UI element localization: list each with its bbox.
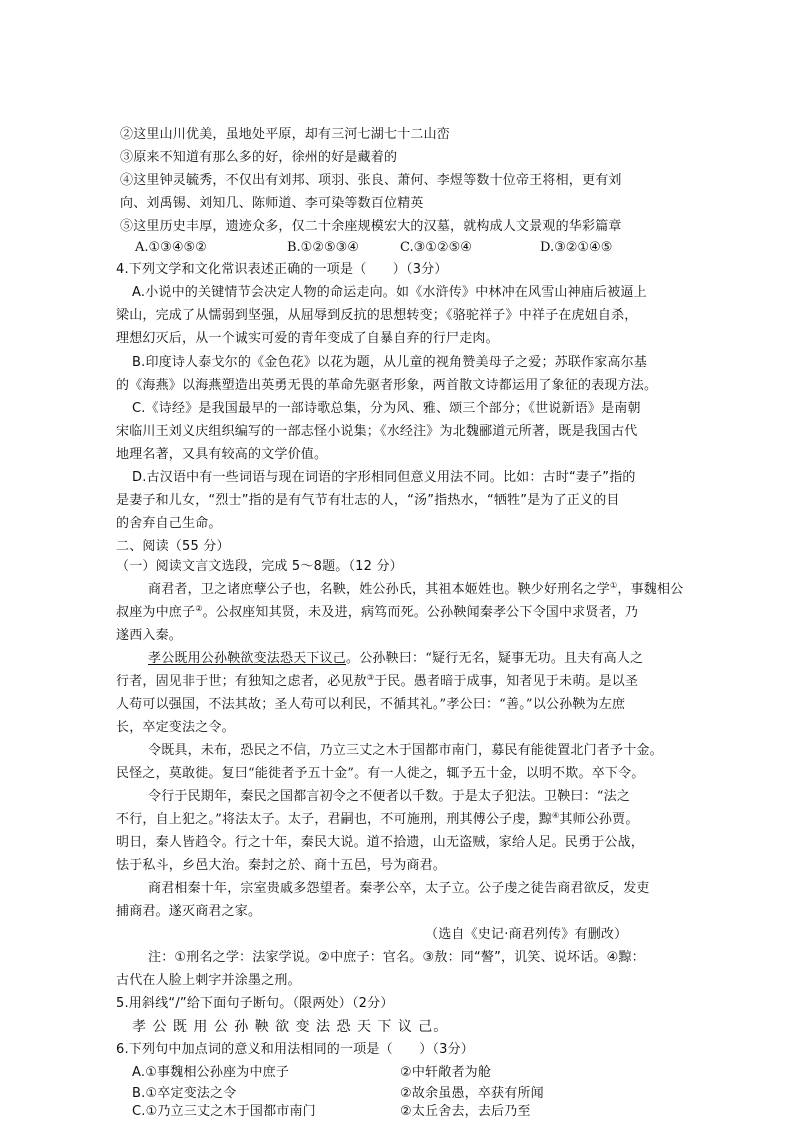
passage-line: 民怪之，莫敢徙。复曰“能徙者予五十金”。有一人徙之，辄予五十金，以明不欺。卒下令。 bbox=[116, 766, 645, 781]
q6-option-c-2: ②太丘舍去，去后乃至 bbox=[400, 1104, 531, 1119]
passage-line: 明日，秦人皆趋令。行之十年，秦民大说。道不拾遗，山无盗贼，家给人足。民勇于公战， bbox=[116, 835, 645, 850]
q6-option-b-1: B.①卒定变法之令 bbox=[132, 1086, 237, 1101]
passage-line: 不行，自上犯之。”将法太子。太子，君嗣也，不可施刑，刑其傅公子虔，黥④其师公孙贾。 bbox=[116, 811, 639, 827]
q4-option-c: C.《诗经》是我国最早的一部诗歌总集，分为风、雅、颂三个部分；《世说新语》是南朝 bbox=[132, 401, 641, 416]
list-item: ④这里钟灵毓秀，不仅出有刘邦、项羽、张良、萧何、李煜等数十位帝王将相，更有刘 bbox=[120, 173, 622, 188]
footnotes: 注：①刑名之学：法家学说。②中庶子：官名。③敖：同“謷”，讥笑、说坏话。④黥： bbox=[148, 950, 645, 965]
option-c: C.③①②⑤④ bbox=[400, 240, 472, 255]
list-item: ②这里山川优美，虽地处平原，却有三河七湖七十二山峦 bbox=[120, 127, 451, 142]
question-4-stem: 4.下列文学和文化常识表述正确的一项是（ ）（3分） bbox=[116, 262, 448, 277]
passage-line: 叔座为中庶子②。公叔座知其贤，未及进，病笃而死。公孙鞅闻秦孝公下令国中求贤者，乃 bbox=[116, 604, 639, 620]
q4-option-a: A.小说中的关键情节会决定人物的命运走向。如《水浒传》中林冲在风雪山神庙后被逼上 bbox=[132, 285, 647, 300]
passage-line: 商君者，卫之诸庶孽公子也，名鞅，姓公孙氏，其祖本姬姓也。鞅少好刑名之学①，事魏相公 bbox=[148, 581, 684, 597]
q4-option-d: 的舍弃自己生命。 bbox=[116, 516, 222, 531]
q4-option-a: 理想幻灭后，从一个诚实可爱的青年变成了自暴自弃的行尸走肉。 bbox=[116, 331, 499, 346]
option-d: D.③②①④⑤ bbox=[540, 240, 613, 255]
q4-option-d: D.古汉语中有一些词语与现在词语的字形相同但意义用法不同。比如：古时“妻子”指的 bbox=[132, 470, 636, 485]
sentence-to-punctuate: 孝 公 既 用 公 孙 鞅 欲 变 法 恐 天 下 议 己。 bbox=[132, 1019, 449, 1035]
passage-line: 令既具，未布，恐民之不信，乃立三丈之木于国都市南门，募民有能徙置北门者予十金。 bbox=[148, 743, 663, 758]
question-6-stem: 6.下列句中加点词的意义和用法相同的一项是（ ）（3分） bbox=[116, 1042, 474, 1057]
passage-line: 怯于私斗，乡邑大治。秦封之於、商十五邑，号为商君。 bbox=[116, 858, 447, 873]
passage-line: 令行于民期年，秦民之国都言初令之不便者以千数。于是太子犯法。卫鞅曰：“法之 bbox=[148, 789, 631, 804]
q4-option-c: 地理名著，又具有较高的文学价值。 bbox=[116, 447, 328, 462]
subsection-heading: （一）阅读文言文选段，完成 5～8题。（12 分） bbox=[116, 559, 403, 574]
option-a: A.①③④⑤② bbox=[135, 240, 207, 255]
q4-option-b: 的《海燕》以海燕塑造出英勇无畏的革命先驱者形象，两首散文诗都运用了象征的表现方法。 bbox=[116, 378, 658, 393]
footnotes: 古代在人脸上刺字并涂墨之刑。 bbox=[116, 973, 301, 988]
section-heading: 二、阅读（55 分） bbox=[116, 539, 230, 554]
list-item: ③原来不知道有那么多的好，徐州的好是藏着的 bbox=[120, 150, 398, 165]
passage-line: 孝公既用公孙鞅欲变法恐天下议己。公孙鞅曰：“疑行无名，疑事无功。且夫有高人之 bbox=[148, 651, 644, 666]
q6-option-c-1: C.①乃立三丈之木于国都市南门 bbox=[132, 1104, 316, 1119]
passage-line: 遂西入秦。 bbox=[116, 628, 183, 643]
list-item: ⑤这里历史丰厚，遗迹众多，仅二十余座规模宏大的汉墓，就构成人文景观的华彩篇章 bbox=[120, 219, 622, 234]
list-item: 向、刘禹锡、刘知几、陈师道、李可染等数百位精英 bbox=[120, 196, 424, 211]
q4-option-d: 是妻子和儿女，“烈士”指的是有气节有壮志的人，“汤”指热水，“牺牲”是为了正义的目 bbox=[116, 493, 620, 508]
q4-option-a: 梁山，完成了从懦弱到坚强，从屈辱到反抗的思想转变；《骆驼祥子》中祥子在虎妞自杀， bbox=[116, 308, 638, 323]
option-b: B.①②⑤③④ bbox=[287, 240, 359, 255]
passage-source: （选自《史记·商君列传》有删改） bbox=[425, 927, 628, 942]
q6-option-a-2: ②中轩敞者为舱 bbox=[400, 1065, 492, 1080]
passage-line: 长，卒定变法之令。 bbox=[116, 720, 235, 735]
passage-line: 捕商君。遂灭商君之家。 bbox=[116, 904, 262, 919]
q4-option-b: B.印度诗人泰戈尔的《金色花》以花为题，从儿童的视角赞美母子之爱；苏联作家高尔基 bbox=[132, 355, 648, 370]
underlined-sentence: 孝公既用公孙鞅欲变法恐天下议己 bbox=[148, 651, 347, 666]
passage-line: 行者，固见非于世；有独知之虑者，必见敖③于民。愚者暗于成事，知者见于未萌。是以圣 bbox=[116, 673, 639, 689]
passage-line: 人苟可以强国，不法其故；圣人苟可以利民，不循其礼。”孝公曰：“善。”以公孙鞅为左庶 bbox=[116, 697, 626, 712]
q6-option-a-1: A.①事魏相公孙座为中庶子 bbox=[132, 1065, 290, 1080]
q4-option-c: 宋临川王刘义庆组织编写的一部志怪小说集；《水经注》为北魏郦道元所著，既是我国古代 bbox=[116, 424, 638, 439]
q6-option-b-2: ②故余虽愚，卒获有所闻 bbox=[400, 1086, 544, 1101]
question-5-stem: 5.用斜线“/”给下面句子断句。（限两处）（2分） bbox=[116, 996, 394, 1011]
passage-line: 商君相秦十年，宗室贵戚多怨望者。秦孝公卒，太子立。公子虔之徒告商君欲反，发吏 bbox=[148, 881, 650, 896]
